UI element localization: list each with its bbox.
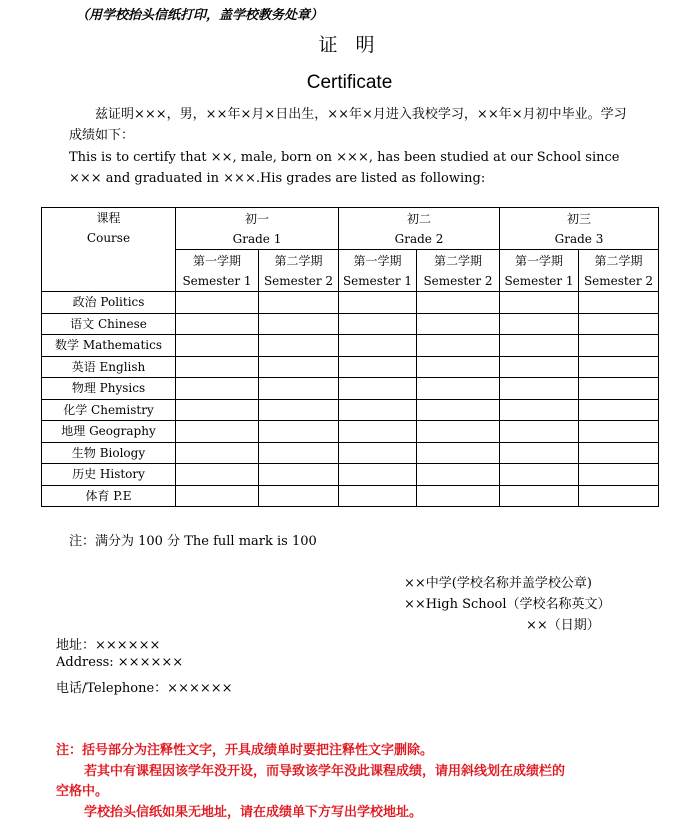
grade-cell <box>176 464 259 486</box>
grade-cell <box>500 399 579 421</box>
grade-cell <box>259 442 339 464</box>
grade-cell <box>579 378 659 400</box>
grade-cell <box>579 292 659 314</box>
semester-label-en: Semester 2 <box>423 273 493 288</box>
grade-2-semester-1-header <box>339 250 417 292</box>
grade-cell <box>176 378 259 400</box>
semester-label-cn: 第二学期 <box>274 253 323 268</box>
address-english: Address: ×××××× <box>56 655 184 670</box>
grade-cell <box>579 399 659 421</box>
semester-label-cn: 第二学期 <box>594 253 643 268</box>
subject-name-cell: 地理 Geography <box>42 421 176 443</box>
subject-name-cell: 语文 Chinese <box>42 313 176 335</box>
grade-cell <box>417 421 500 443</box>
grade-cell <box>259 335 339 357</box>
issue-date: ××（日期） <box>526 618 600 633</box>
grade-cell <box>259 292 339 314</box>
red-note-2: 若其中有课程因该学年没开设，而导致该学年没此课程成绩，请用斜线划在成绩栏的 <box>84 764 566 779</box>
grade-cell <box>417 442 500 464</box>
grade-1-semester-2-header <box>259 250 339 292</box>
table-row <box>42 464 659 486</box>
grade-cell <box>339 356 417 378</box>
table-row <box>42 399 659 421</box>
grade-cell <box>579 442 659 464</box>
red-note-1: 注：括号部分为注释性文字，开具成绩单时要把注释性文字删除。 <box>56 743 434 758</box>
semester-label-en: Semester 1 <box>504 273 574 288</box>
grade-cell <box>579 356 659 378</box>
school-name-english: ××High School（学校名称英文） <box>404 597 611 612</box>
grade-cell <box>176 485 259 507</box>
grade-cell <box>339 399 417 421</box>
grade-cell <box>259 464 339 486</box>
grade-cell <box>176 313 259 335</box>
red-note-4: 学校抬头信纸如果无地址，请在成绩单下方写出学校地址。 <box>84 805 423 820</box>
grade-cell <box>339 485 417 507</box>
grade-cell <box>500 292 579 314</box>
grade-cell <box>579 313 659 335</box>
grade-3-header <box>500 208 659 250</box>
grade-cell <box>339 464 417 486</box>
semester-label-en: Semester 2 <box>583 273 654 288</box>
grade-cell <box>176 399 259 421</box>
grade-cell <box>417 399 500 421</box>
grade-cell <box>500 356 579 378</box>
semester-label-cn: 第一学期 <box>353 253 402 268</box>
intro-paragraph-english: This is to certify that ××, male, born on ×××, has been studied at our School since ××× and graduated in ×××.His grades are listed as following: <box>69 150 620 186</box>
table-row <box>42 421 659 443</box>
semester-label-cn: 第二学期 <box>433 253 482 268</box>
subject-name-cell: 体育 P.E <box>42 485 176 507</box>
grades-table <box>41 207 659 507</box>
grade-cell <box>259 313 339 335</box>
subject-name-cell: 政治 Politics <box>42 292 176 314</box>
grade-3-cn: 初三 <box>566 211 591 226</box>
table-row <box>42 335 659 357</box>
grade-cell <box>176 356 259 378</box>
grade-cell <box>176 335 259 357</box>
grade-cell <box>339 313 417 335</box>
table-row <box>42 378 659 400</box>
grade-1-cn: 初一 <box>244 211 269 226</box>
school-name-chinese: ××中学(学校名称并盖学校公章) <box>404 576 592 591</box>
subject-name-cell: 历史 History <box>42 464 176 486</box>
subject-name-cell: 英语 English <box>42 356 176 378</box>
table-row <box>42 313 659 335</box>
grade-cell <box>259 356 339 378</box>
table-row <box>42 442 659 464</box>
grade-3-semester-1-header <box>500 250 579 292</box>
grade-cell <box>259 421 339 443</box>
table-row <box>42 356 659 378</box>
course-header-cell <box>42 208 176 292</box>
subject-name-cell: 数学 Mathematics <box>42 335 176 357</box>
table-row <box>42 485 659 507</box>
grade-cell <box>176 442 259 464</box>
grade-cell <box>339 292 417 314</box>
grade-cell <box>176 292 259 314</box>
course-header-cn: 课程 <box>96 211 121 225</box>
grade-cell <box>176 421 259 443</box>
grade-cell <box>500 485 579 507</box>
grade-cell <box>500 421 579 443</box>
grade-1-header <box>176 208 339 250</box>
grade-cell <box>500 464 579 486</box>
subject-name-cell: 化学 Chemistry <box>42 399 176 421</box>
grade-cell <box>579 485 659 507</box>
grade-cell <box>500 378 579 400</box>
grade-cell <box>417 292 500 314</box>
semester-label-en: Semester 1 <box>182 273 252 288</box>
grade-cell <box>579 335 659 357</box>
grade-cell <box>500 313 579 335</box>
grade-cell <box>500 335 579 357</box>
grade-cell <box>339 421 417 443</box>
title-chinese: 证 明 <box>318 34 381 56</box>
full-mark-note: 注：满分为 100 分 The full mark is 100 <box>69 534 317 549</box>
grade-cell <box>417 378 500 400</box>
grade-cell <box>417 356 500 378</box>
grade-cell <box>417 485 500 507</box>
grade-cell <box>339 335 417 357</box>
grade-cell <box>500 442 579 464</box>
course-header-en: Course <box>86 231 131 245</box>
table-row <box>42 292 659 314</box>
grade-2-cn: 初二 <box>406 211 431 226</box>
grade-2-header <box>339 208 500 250</box>
print-instruction-note: （用学校抬头信纸打印，盖学校教务处章） <box>76 8 324 23</box>
grade-2-semester-2-header <box>417 250 500 292</box>
subject-name-cell: 生物 Biology <box>42 442 176 464</box>
grade-cell <box>259 378 339 400</box>
telephone: 电话/Telephone：×××××× <box>56 681 233 696</box>
grade-cell <box>417 464 500 486</box>
grade-1-semester-1-header <box>176 250 259 292</box>
grade-cell <box>579 421 659 443</box>
red-note-3: 空格中。 <box>56 784 109 799</box>
grade-3-semester-2-header <box>579 250 659 292</box>
semester-label-cn: 第一学期 <box>192 253 241 268</box>
grade-2-en: Grade 2 <box>394 231 444 246</box>
grade-1-en: Grade 1 <box>232 231 282 246</box>
grade-cell <box>417 313 500 335</box>
semester-label-en: Semester 1 <box>342 273 413 288</box>
intro-paragraph-chinese: 兹证明×××，男，××年×月×日出生，××年×月进入我校学习，××年×月初中毕业。学习成绩如下： <box>69 107 627 143</box>
grade-cell <box>259 485 339 507</box>
grade-cell <box>339 378 417 400</box>
title-english: Certificate <box>306 72 393 93</box>
grade-cell <box>339 442 417 464</box>
grade-cell <box>579 464 659 486</box>
grade-cell <box>259 399 339 421</box>
subject-name-cell: 物理 Physics <box>42 378 176 400</box>
semester-label-en: Semester 2 <box>263 273 334 288</box>
semester-label-cn: 第一学期 <box>514 253 563 268</box>
grade-cell <box>417 335 500 357</box>
address-chinese: 地址：×××××× <box>56 638 161 653</box>
grade-3-en: Grade 3 <box>554 231 604 246</box>
